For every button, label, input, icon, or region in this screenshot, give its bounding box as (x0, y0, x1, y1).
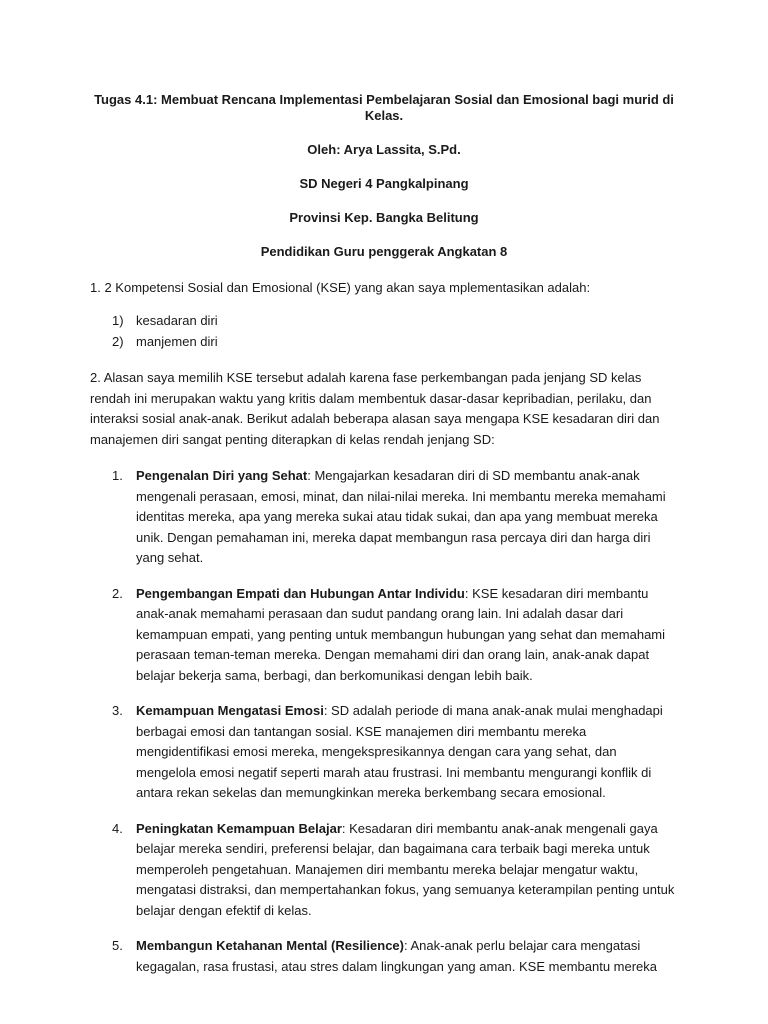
list-item-text: kesadaran diri (136, 313, 218, 328)
program-line: Pendidikan Guru penggerak Angkatan 8 (260, 244, 508, 259)
reason-item (90, 819, 678, 922)
reason-number: 3. (112, 703, 123, 718)
list-item-number: 2) (112, 334, 124, 349)
reason-text: : KSE kesadaran diri membantu anak-anak memahami perasaan dan sudut pandang orang lain. Ini adalah dasar dari kemampuan empati, yang penting untuk membangun hubungan yang sehat dan memahami perasaan teman-teman mereka. Dengan memahami diri dan orang lain, anak-anak dapat belajar bekerja sama, berbagi, dan berkomunikasi dengan lebih baik. (136, 585, 666, 683)
reason-body (136, 584, 678, 687)
reason-title: Pengembangan Empati dan Hubungan Antar Individu (136, 585, 465, 601)
reason-text: : Mengajarkan kesadaran diri di SD membantu anak-anak mengenali perasaan, emosi, minat, dan nilai-nilai mereka. Ini membantu mereka memahami identitas mereka, apa yang mereka sukai atau tidak sukai, dan apa yang membuat mereka unik. Dengan pemahaman ini, mereka dapat membangun rasa percaya diri dan harga diri yang sehat. (136, 468, 666, 565)
reason-number: 5. (112, 938, 123, 953)
reason-body (136, 466, 678, 569)
document-header (90, 92, 678, 260)
list-item (90, 310, 678, 331)
reasons-list (90, 466, 678, 977)
reason-number: 2. (112, 585, 123, 601)
author-line: Oleh: Arya Lassita, S.Pd. (307, 142, 461, 157)
reason-title: Pengenalan Diri yang Sehat (136, 468, 308, 483)
reason-text: : Anak-anak perlu belajar cara mengatasi kegagalan, rasa frustasi, atau stres dalam lingkungan yang aman. KSE membantu mereka (136, 938, 658, 974)
reason-body (136, 936, 678, 977)
reason-body (136, 701, 678, 804)
task-title: Tugas 4.1: Membuat Rencana Implementasi Pembelajaran Sosial dan Emosional bagi murid di Kelas. (94, 92, 674, 123)
list-item (90, 331, 678, 352)
section-1-intro: 1. 2 Kompetensi Sosial dan Emosional (KSE) yang akan saya mplementasikan adalah: (90, 280, 591, 295)
reason-item (90, 936, 678, 977)
reason-item (90, 701, 678, 804)
reason-title: Membangun Ketahanan Mental (Resilience) (136, 938, 404, 953)
reason-title: Kemampuan Mengatasi Emosi (136, 703, 324, 718)
kse-list (90, 310, 678, 352)
reason-title: Peningkatan Kemampuan Belajar (136, 820, 342, 836)
section-2-intro: 2. Alasan saya memilih KSE tersebut adalah karena fase perkembangan pada jenjang SD kelas rendah ini merupakan waktu yang kritis dalam membentuk dasar-dasar kepribadian, perilaku, dan interaksi sosial anak-anak. Berikut adalah beberapa alasan saya mengapa KSE kesadaran diri dan manajemen diri sangat penting diterapkan di kelas rendah jenjang SD: (90, 370, 660, 447)
province-line: Provinsi Kep. Bangka Belitung (289, 210, 479, 225)
reason-item (90, 584, 678, 687)
reason-number: 1. (112, 468, 123, 483)
reason-text: : Kesadaran diri membantu anak-anak mengenali gaya belajar mereka sendiri, preferensi belajar, dan bagaimana cara terbaik bagi mereka untuk memperoleh pengetahuan. Manajemen diri membantu mereka belajar mengatur waktu, mengatasi distraksi, dan mempertahankan fokus, yang semuanya keterampilan penting untuk belajar dengan efektif di kelas. (136, 820, 675, 918)
list-item-text: manjemen diri (136, 334, 218, 349)
school-line: SD Negeri 4 Pangkalpinang (299, 176, 469, 191)
list-item-number: 1) (112, 313, 124, 328)
reason-item (90, 466, 678, 569)
reason-text: : SD adalah periode di mana anak-anak mulai menghadapi berbagai emosi dan tantangan sosial. KSE manajemen diri membantu mereka mengidentifikasi emosi mereka, mengekspresikannya dengan cara yang sehat, dan mengelola emosi negatif seperti marah atau frustrasi. Ini membantu mengurangi konflik di antara rekan sekelas dan memungkinkan mereka berkembang secara emosional. (136, 703, 663, 800)
reason-number: 4. (112, 820, 123, 836)
reason-body (136, 819, 678, 922)
